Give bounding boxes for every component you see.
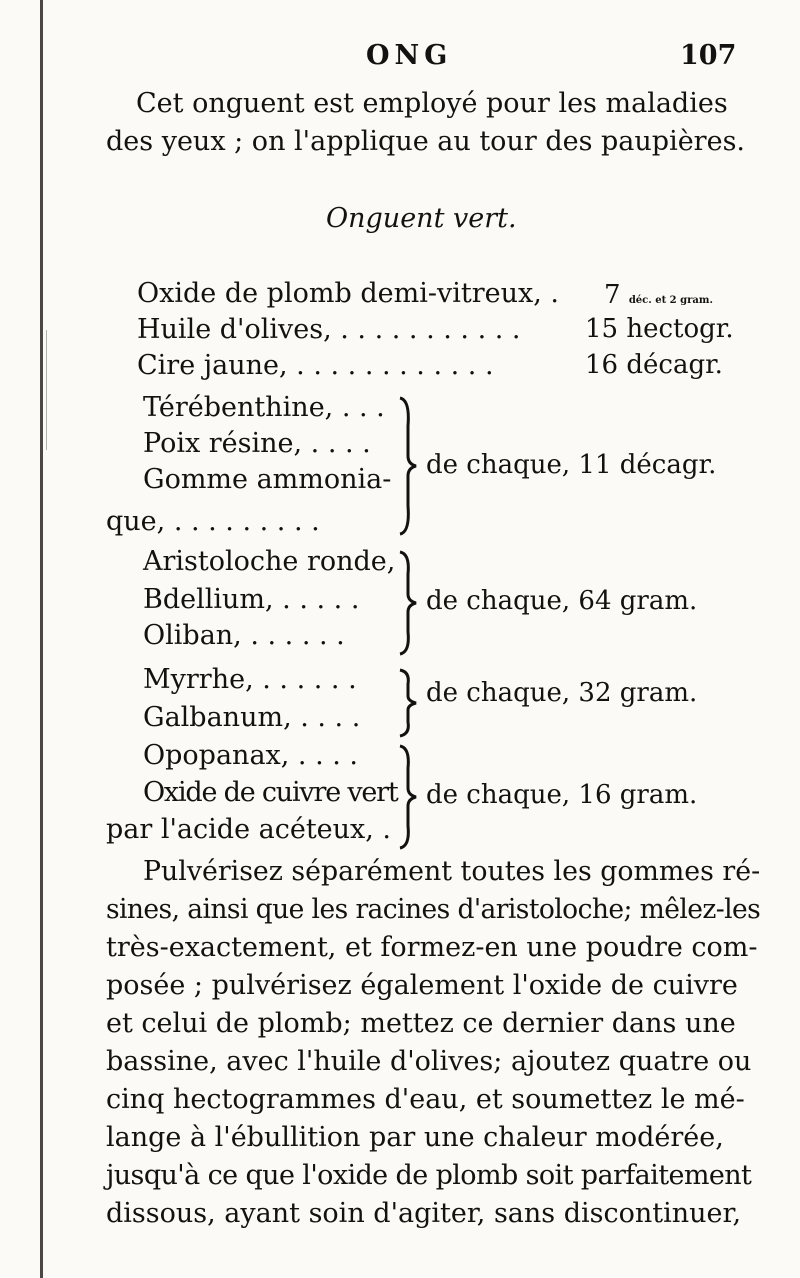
ingredient-row-1-unit: déc. et 2 gram. [628, 295, 713, 306]
group-4-item-1: Opopanax, . . . . [143, 740, 359, 771]
group-1-item-3: Gomme ammonia- [143, 464, 392, 495]
group-2-brace [396, 550, 420, 656]
paragraph-line-8: lange à l'ébullition par une chaleur modérée, [106, 1122, 724, 1153]
group-3-item-2: Galbanum, . . . . [143, 702, 361, 733]
group-4-qty: de chaque, 16 gram. [426, 780, 698, 810]
group-4-item-2: Oxide de cuivre vert [143, 777, 398, 808]
intro-line-1: Cet onguent est employé pour les maladies [136, 88, 728, 119]
ingredient-row-1-qty [604, 280, 713, 310]
paragraph-line-6: bassine, avec l'huile d'olives; ajoutez quatre ou [106, 1046, 752, 1077]
ingredient-row-1-number: 7 [604, 280, 621, 310]
ingredient-row-2-qty: 15 hectogr. [585, 314, 734, 344]
group-1-brace [396, 396, 420, 536]
group-2-qty: de chaque, 64 gram. [426, 586, 698, 616]
section-heading: Onguent vert. [326, 203, 517, 234]
ingredient-row-3-name: Cire jaune, . . . . . . . . . . . . [137, 350, 494, 381]
group-4-brace [396, 744, 420, 850]
paragraph-line-5: et celui de plomb; mettez ce dernier dans une [106, 1008, 736, 1039]
ingredient-row-1-name: Oxide de plomb demi-vitreux, . [137, 278, 559, 309]
group-3-qty: de chaque, 32 gram. [426, 678, 698, 708]
group-1-qty: de chaque, 11 décagr. [426, 450, 717, 480]
paragraph-line-7: cinq hectogrammes d'eau, et soumettez le mé- [106, 1084, 745, 1115]
paragraph-line-1: Pulvérisez séparément toutes les gommes ré- [143, 856, 761, 887]
paragraph-line-2: sines, ainsi que les racines d'aristoloche; mêlez-les [106, 894, 761, 925]
page-binding-shadow [46, 330, 47, 450]
paragraph-line-4: posée ; pulvérisez également l'oxide de cuivre [106, 970, 738, 1001]
page-binding-edge [40, 0, 43, 1278]
group-4-item-3: par l'acide acéteux, . [106, 814, 392, 845]
paragraph-line-9: jusqu'à ce que l'oxide de plomb soit parfaitement [106, 1160, 752, 1191]
group-1-item-2: Poix résine, . . . . [143, 428, 371, 459]
paragraph-line-10: dissous, ayant soin d'agiter, sans discontinuer, [106, 1198, 742, 1229]
group-2-item-1: Aristoloche ronde, [143, 546, 396, 577]
ingredient-row-3-qty: 16 décagr. [585, 350, 723, 380]
group-2-item-3: Oliban, . . . . . . [143, 620, 345, 651]
running-header: ONG [366, 40, 453, 71]
group-3-item-1: Myrrhe, . . . . . . [143, 664, 357, 695]
paragraph-line-3: très-exactement, et formez-en une poudre com- [106, 932, 758, 963]
ingredient-row-2-name: Huile d'olives, . . . . . . . . . . . [137, 314, 521, 345]
intro-line-2: des yeux ; on l'applique au tour des paupières. [106, 126, 746, 157]
page-number: 107 [680, 40, 737, 71]
group-1-item-1: Térébenthine, . . . [143, 392, 385, 423]
group-3-brace [396, 668, 420, 738]
group-1-item-4: que, . . . . . . . . . [106, 506, 320, 537]
group-2-item-2: Bdellium, . . . . . [143, 584, 360, 615]
